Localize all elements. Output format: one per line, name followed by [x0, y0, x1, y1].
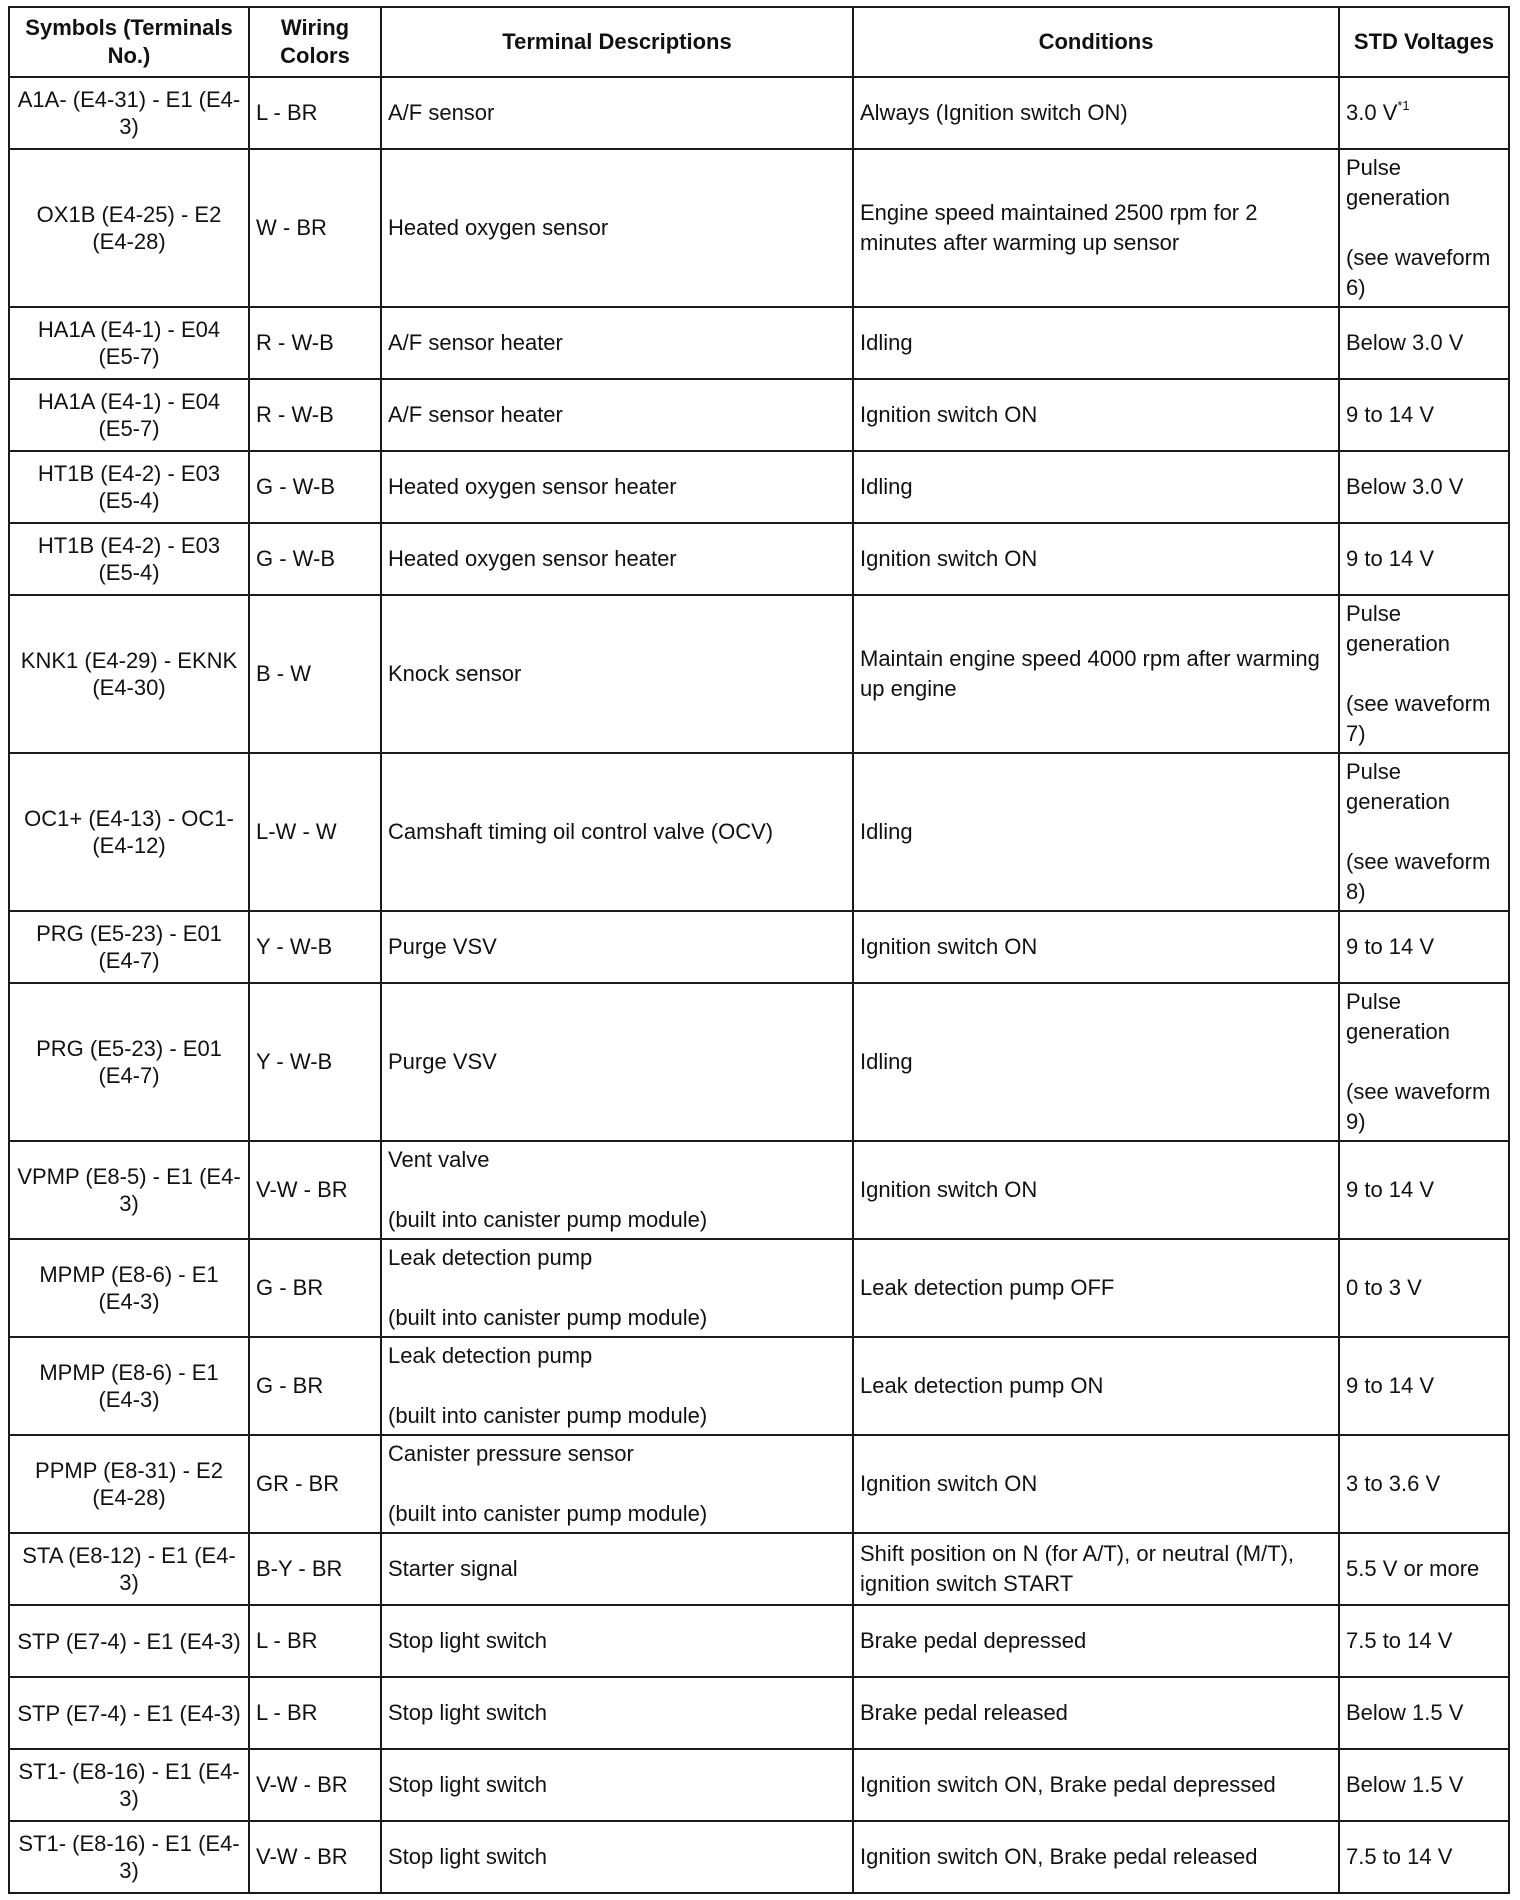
condition-cell-text: Ignition switch ON, Brake pedal depressed: [860, 1772, 1276, 1797]
terminal-description-cell: [381, 451, 853, 523]
std-voltage-cell-text: 5.5 V or more: [1346, 1556, 1480, 1581]
terminal-description-cell: [381, 1435, 853, 1533]
table-row: [9, 307, 1509, 379]
terminal-description-cell: [381, 983, 853, 1141]
terminal-symbol-cell-text: MPMP (E8-6) - E1 (E4-3): [39, 1360, 219, 1412]
terminal-description-cell: [381, 1533, 853, 1605]
condition-cell-text: Ignition switch ON: [860, 1471, 1038, 1496]
wiring-color-cell: [249, 523, 381, 595]
std-voltage-cell-text: Pulse generation (see waveform 7): [1346, 601, 1491, 746]
terminal-description-cell: [381, 379, 853, 451]
table-body: [9, 77, 1509, 1893]
std-voltage-cell: [1339, 523, 1509, 595]
condition-cell-text: Leak detection pump OFF: [860, 1275, 1115, 1300]
condition-cell-text: Ignition switch ON: [860, 934, 1038, 959]
wiring-color-cell-text: L-W - W: [256, 819, 337, 844]
wiring-color-cell: [249, 1337, 381, 1435]
terminal-symbol-cell-text: A1A- (E4-31) - E1 (E4-3): [17, 87, 241, 139]
wiring-color-cell: [249, 149, 381, 307]
terminal-symbol-cell: [9, 1821, 249, 1893]
terminal-description-cell-text: Stop light switch: [388, 1772, 547, 1797]
std-voltage-cell: [1339, 1337, 1509, 1435]
condition-cell: [853, 451, 1339, 523]
std-voltage-cell-text: Pulse generation (see waveform 9): [1346, 989, 1491, 1134]
table-row: [9, 1337, 1509, 1435]
terminal-symbol-cell-text: HA1A (E4-1) - E04 (E5-7): [37, 317, 221, 369]
terminal-description-cell-text: A/F sensor: [388, 100, 495, 125]
std-voltage-cell: [1339, 1141, 1509, 1239]
std-voltage-cell-text: 0 to 3 V: [1346, 1275, 1422, 1300]
terminal-symbol-cell: [9, 1141, 249, 1239]
wiring-color-cell-text: B-Y - BR: [256, 1556, 343, 1581]
terminal-symbol-cell-text: MPMP (E8-6) - E1 (E4-3): [39, 1262, 219, 1314]
condition-cell: [853, 1533, 1339, 1605]
condition-cell: [853, 1749, 1339, 1821]
std-voltage-cell-text: 9 to 14 V: [1346, 546, 1435, 571]
table-row: [9, 379, 1509, 451]
condition-cell: [853, 911, 1339, 983]
condition-cell: [853, 1141, 1339, 1239]
table-header-row: [9, 7, 1509, 77]
wiring-color-cell: [249, 1239, 381, 1337]
terminal-symbol-cell: [9, 523, 249, 595]
wiring-color-cell-text: G - W-B: [256, 546, 336, 571]
condition-cell-text: Idling: [860, 1049, 913, 1074]
condition-cell: [853, 1677, 1339, 1749]
table-row: [9, 1435, 1509, 1533]
terminal-description-cell: [381, 595, 853, 753]
terminal-description-cell: [381, 1141, 853, 1239]
table-row: [9, 77, 1509, 149]
wiring-color-cell: [249, 595, 381, 753]
table-row: [9, 1605, 1509, 1677]
footnote-marker: *1: [1397, 98, 1410, 113]
table-row: [9, 149, 1509, 307]
terminal-description-cell-text: Heated oxygen sensor: [388, 215, 609, 240]
terminal-description-cell-text: A/F sensor heater: [388, 330, 563, 355]
table-row: [9, 1239, 1509, 1337]
condition-cell-text: Ignition switch ON: [860, 1177, 1038, 1202]
condition-cell-text: Always (Ignition switch ON): [860, 100, 1128, 125]
terminal-symbol-cell-text: HT1B (E4-2) - E03 (E5-4): [37, 533, 221, 585]
table-row: [9, 983, 1509, 1141]
terminal-symbol-cell: [9, 1435, 249, 1533]
table-row: [9, 1141, 1509, 1239]
terminal-symbol-cell-text: OX1B (E4-25) - E2 (E4-28): [36, 202, 222, 254]
wiring-color-cell: [249, 1821, 381, 1893]
wiring-color-cell: [249, 77, 381, 149]
condition-cell: [853, 149, 1339, 307]
condition-cell: [853, 77, 1339, 149]
std-voltage-cell: [1339, 1749, 1509, 1821]
header-symbols: Symbols (Terminals No.): [9, 7, 249, 77]
table-row: [9, 1749, 1509, 1821]
condition-cell-text: Brake pedal released: [860, 1700, 1068, 1725]
terminal-description-cell: [381, 911, 853, 983]
condition-cell: [853, 1605, 1339, 1677]
std-voltage-cell: [1339, 595, 1509, 753]
wiring-color-cell-text: R - W-B: [256, 402, 334, 427]
terminal-description-cell: [381, 149, 853, 307]
terminal-symbol-cell-text: STP (E7-4) - E1 (E4-3): [17, 1628, 241, 1654]
terminal-description-cell-text: Purge VSV: [388, 934, 497, 959]
condition-cell: [853, 379, 1339, 451]
table-row: [9, 753, 1509, 911]
wiring-color-cell-text: L - BR: [256, 100, 318, 125]
condition-cell-text: Ignition switch ON: [860, 546, 1038, 571]
table-row: [9, 1533, 1509, 1605]
terminal-description-cell-text: Vent valve (built into canister pump module): [388, 1147, 708, 1232]
std-voltage-cell: [1339, 911, 1509, 983]
wiring-color-cell: [249, 1677, 381, 1749]
terminal-symbol-cell-text: OC1+ (E4-13) - OC1- (E4-12): [24, 806, 234, 858]
wiring-color-cell-text: W - BR: [256, 215, 327, 240]
terminal-symbol-cell-text: STA (E8-12) - E1 (E4-3): [22, 1543, 236, 1595]
condition-cell: [853, 523, 1339, 595]
condition-cell-text: Shift position on N (for A/T), or neutral (M/T), ignition switch START: [860, 1541, 1295, 1596]
std-voltage-cell-text: Pulse generation (see waveform 8): [1346, 759, 1491, 904]
wiring-color-cell-text: V-W - BR: [256, 1177, 348, 1202]
terminal-description-cell-text: Purge VSV: [388, 1049, 497, 1074]
std-voltage-cell: [1339, 1239, 1509, 1337]
condition-cell: [853, 1239, 1339, 1337]
std-voltage-cell-text: 3 to 3.6 V: [1346, 1471, 1441, 1496]
wiring-color-cell-text: R - W-B: [256, 330, 334, 355]
table-row: [9, 595, 1509, 753]
terminal-description-cell-text: Camshaft timing oil control valve (OCV): [388, 819, 774, 844]
wiring-color-cell: [249, 307, 381, 379]
terminal-symbol-cell: [9, 753, 249, 911]
std-voltage-cell: [1339, 379, 1509, 451]
wiring-color-cell-text: L - BR: [256, 1700, 318, 1725]
terminal-description-cell: [381, 1337, 853, 1435]
terminal-description-cell: [381, 753, 853, 911]
condition-cell-text: Idling: [860, 819, 913, 844]
std-voltage-cell-text: Below 3.0 V: [1346, 474, 1464, 499]
wiring-color-cell: [249, 1141, 381, 1239]
condition-cell-text: Leak detection pump ON: [860, 1373, 1104, 1398]
std-voltage-cell: [1339, 1821, 1509, 1893]
table-row: [9, 911, 1509, 983]
wiring-color-cell-text: G - BR: [256, 1275, 324, 1300]
terminal-description-cell-text: Heated oxygen sensor heater: [388, 546, 677, 571]
terminal-description-cell-text: Stop light switch: [388, 1700, 547, 1725]
std-voltage-cell-text: 9 to 14 V: [1346, 402, 1435, 427]
terminal-symbol-cell: [9, 1239, 249, 1337]
terminal-symbol-cell-text: PPMP (E8-31) - E2 (E4-28): [35, 1458, 223, 1510]
wiring-color-cell: [249, 379, 381, 451]
wiring-color-cell: [249, 1533, 381, 1605]
wiring-color-cell: [249, 1605, 381, 1677]
table-row: [9, 1677, 1509, 1749]
terminal-description-cell: [381, 1605, 853, 1677]
std-voltage-cell-text: 3.0 V: [1346, 100, 1398, 125]
terminal-symbol-cell-text: PRG (E5-23) - E01 (E4-7): [36, 1036, 222, 1088]
table-row: [9, 523, 1509, 595]
terminal-description-cell-text: Canister pressure sensor (built into canister pump module): [388, 1441, 708, 1526]
terminal-symbol-cell: [9, 77, 249, 149]
wiring-color-cell: [249, 911, 381, 983]
std-voltage-cell: [1339, 1605, 1509, 1677]
header-std-voltages: STD Voltages: [1339, 7, 1509, 77]
wiring-color-cell-text: V-W - BR: [256, 1844, 348, 1869]
condition-cell-text: Maintain engine speed 4000 rpm after warming up engine: [860, 646, 1320, 701]
std-voltage-cell-text: Pulse generation (see waveform 6): [1346, 155, 1491, 300]
table-row: [9, 1821, 1509, 1893]
terminal-description-cell-text: Leak detection pump (built into canister pump module): [388, 1343, 708, 1428]
std-voltage-cell: [1339, 307, 1509, 379]
terminal-symbol-cell: [9, 307, 249, 379]
terminal-voltage-table: [8, 6, 1510, 1894]
terminal-symbol-cell-text: HA1A (E4-1) - E04 (E5-7): [37, 389, 221, 441]
terminal-symbol-cell-text: ST1- (E8-16) - E1 (E4-3): [18, 1759, 240, 1811]
std-voltage-cell: [1339, 753, 1509, 911]
condition-cell: [853, 307, 1339, 379]
condition-cell: [853, 1337, 1339, 1435]
terminal-symbol-cell-text: PRG (E5-23) - E01 (E4-7): [36, 921, 222, 973]
wiring-color-cell-text: G - BR: [256, 1373, 324, 1398]
std-voltage-cell: [1339, 1435, 1509, 1533]
terminal-symbol-cell: [9, 1749, 249, 1821]
std-voltage-cell: [1339, 1677, 1509, 1749]
std-voltage-cell-text: 9 to 14 V: [1346, 1177, 1435, 1202]
wiring-color-cell: [249, 753, 381, 911]
terminal-symbol-cell: [9, 379, 249, 451]
std-voltage-cell: [1339, 451, 1509, 523]
terminal-symbol-cell-text: KNK1 (E4-29) - EKNK (E4-30): [20, 648, 238, 700]
std-voltage-cell-text: 9 to 14 V: [1346, 1373, 1435, 1398]
terminal-description-cell: [381, 1749, 853, 1821]
terminal-symbol-cell: [9, 149, 249, 307]
terminal-symbol-cell: [9, 1605, 249, 1677]
terminal-symbol-cell: [9, 983, 249, 1141]
header-terminal-descriptions: Terminal Descriptions: [381, 7, 853, 77]
terminal-description-cell-text: Starter signal: [388, 1556, 518, 1581]
terminal-description-cell-text: Stop light switch: [388, 1844, 547, 1869]
wiring-color-cell: [249, 451, 381, 523]
terminal-description-cell: [381, 77, 853, 149]
std-voltage-cell: [1339, 1533, 1509, 1605]
wiring-color-cell: [249, 1749, 381, 1821]
terminal-symbol-cell-text: STP (E7-4) - E1 (E4-3): [17, 1700, 241, 1726]
condition-cell: [853, 753, 1339, 911]
wiring-color-cell-text: L - BR: [256, 1628, 318, 1653]
std-voltage-cell-text: 7.5 to 14 V: [1346, 1628, 1453, 1653]
std-voltage-cell-text: Below 3.0 V: [1346, 330, 1464, 355]
std-voltage-cell-text: Below 1.5 V: [1346, 1772, 1464, 1797]
terminal-description-cell-text: Stop light switch: [388, 1628, 547, 1653]
terminal-symbol-cell: [9, 595, 249, 753]
wiring-color-cell-text: Y - W-B: [256, 1049, 333, 1074]
terminal-symbol-cell: [9, 1677, 249, 1749]
terminal-description-cell-text: Leak detection pump (built into canister pump module): [388, 1245, 708, 1330]
header-conditions: Conditions: [853, 7, 1339, 77]
terminal-description-cell: [381, 523, 853, 595]
std-voltage-cell: [1339, 149, 1509, 307]
wiring-color-cell-text: G - W-B: [256, 474, 336, 499]
std-voltage-cell: [1339, 983, 1509, 1141]
terminal-description-cell: [381, 1821, 853, 1893]
terminal-symbol-cell-text: VPMP (E8-5) - E1 (E4-3): [17, 1164, 241, 1216]
terminal-description-cell-text: A/F sensor heater: [388, 402, 563, 427]
header-wiring-colors: Wiring Colors: [249, 7, 381, 77]
terminal-symbol-cell: [9, 1337, 249, 1435]
condition-cell-text: Brake pedal depressed: [860, 1628, 1087, 1653]
terminal-description-cell: [381, 1239, 853, 1337]
condition-cell-text: Ignition switch ON, Brake pedal released: [860, 1844, 1258, 1869]
wiring-color-cell-text: B - W: [256, 661, 311, 686]
terminal-description-cell-text: Knock sensor: [388, 661, 522, 686]
wiring-color-cell: [249, 1435, 381, 1533]
condition-cell-text: Ignition switch ON: [860, 402, 1038, 427]
wiring-color-cell-text: GR - BR: [256, 1471, 340, 1496]
wiring-color-cell: [249, 983, 381, 1141]
std-voltage-cell: [1339, 77, 1509, 149]
condition-cell-text: Idling: [860, 474, 913, 499]
terminal-symbol-cell-text: ST1- (E8-16) - E1 (E4-3): [18, 1831, 240, 1883]
terminal-description-cell: [381, 1677, 853, 1749]
condition-cell: [853, 1435, 1339, 1533]
std-voltage-cell-text: 7.5 to 14 V: [1346, 1844, 1453, 1869]
condition-cell-text: Engine speed maintained 2500 rpm for 2 minutes after warming up sensor: [860, 200, 1258, 255]
condition-cell-text: Idling: [860, 330, 913, 355]
terminal-description-cell: [381, 307, 853, 379]
std-voltage-cell-text: 9 to 14 V: [1346, 934, 1435, 959]
terminal-description-cell-text: Heated oxygen sensor heater: [388, 474, 677, 499]
condition-cell: [853, 983, 1339, 1141]
terminal-symbol-cell: [9, 911, 249, 983]
condition-cell: [853, 1821, 1339, 1893]
terminal-symbol-cell: [9, 1533, 249, 1605]
terminal-symbol-cell-text: HT1B (E4-2) - E03 (E5-4): [37, 461, 221, 513]
terminal-symbol-cell: [9, 451, 249, 523]
wiring-color-cell-text: Y - W-B: [256, 934, 333, 959]
wiring-color-cell-text: V-W - BR: [256, 1772, 348, 1797]
table-row: [9, 451, 1509, 523]
condition-cell: [853, 595, 1339, 753]
std-voltage-cell-text: Below 1.5 V: [1346, 1700, 1464, 1725]
